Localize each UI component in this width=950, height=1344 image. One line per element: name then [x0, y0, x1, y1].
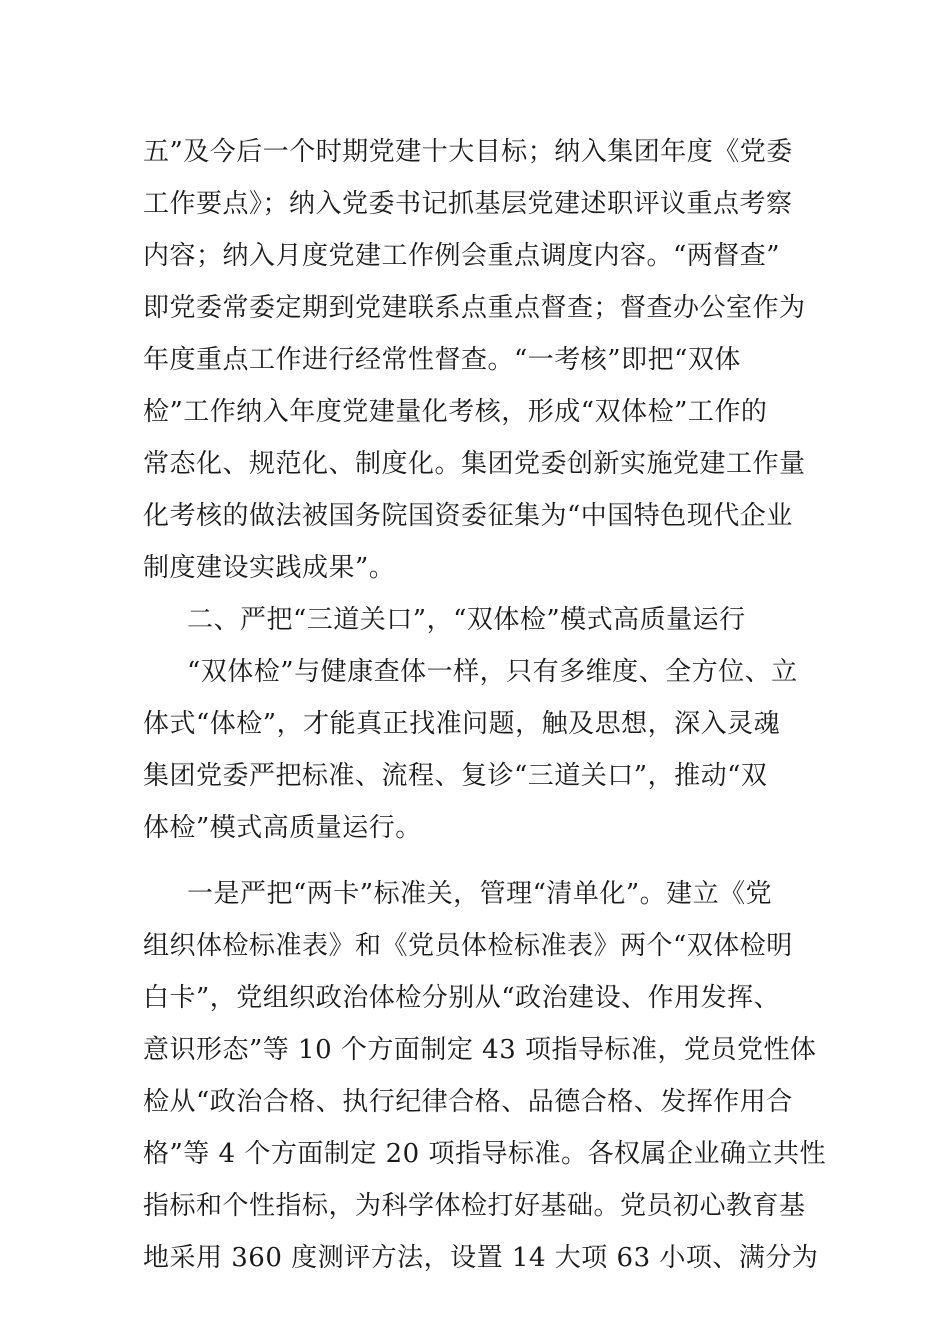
paragraph-line: “双体检”与健康查体一样，只有多维度、全方位、立: [187, 657, 798, 687]
paragraph-line: 指标和个性指标，为科学体检打好基础。党员初心教育基: [143, 1191, 806, 1221]
paragraph-line: 检从“政治合格、执行纪律合格、品德合格、发挥作用合: [143, 1087, 793, 1117]
paragraph-line: 一是严把“两卡”标准关，管理“清单化”。建立《党: [187, 879, 773, 909]
paragraph-line: 地采用 360 度测评方法，设置 14 大项 63 小项、满分为: [143, 1243, 819, 1273]
paragraph-line: 内容；纳入月度党建工作例会重点调度内容。“两督查”: [143, 241, 781, 271]
paragraph-line: 即党委常委定期到党建联系点重点督查；督查办公室作为: [143, 293, 806, 323]
paragraph-line: 化考核的做法被国务院国资委征集为“中国特色现代企业: [143, 501, 793, 531]
paragraph-line: 白卡”，党组织政治体检分别从“政治建设、作用发挥、: [143, 983, 781, 1013]
paragraph-line: 年度重点工作进行经常性督查。“一考核”即把“双体: [143, 345, 741, 375]
paragraph-line: 常态化、规范化、制度化。集团党委创新实施党建工作量: [143, 449, 806, 479]
paragraph-line: 制度建设实践成果”。: [143, 553, 396, 583]
paragraph-line: 工作要点》；纳入党委书记抓基层党建述职评议重点考察: [143, 189, 793, 219]
paragraph-line: 格”等 4 个方面制定 20 项指导标准。各权属企业确立共性: [143, 1139, 826, 1169]
document-body: [143, 126, 826, 1284]
paragraph-line: 体式“体检”，才能真正找准问题，触及思想，深入灵魂: [143, 709, 781, 739]
paragraph-line: 体检”模式高质量运行。: [143, 813, 422, 843]
paragraph-line: 集团党委严把标准、流程、复诊“三道关口”，推动“双: [143, 761, 768, 791]
paragraph-gap: [143, 854, 813, 868]
paragraph-line: 检”工作纳入年度党建量化考核，形成“双体检”工作的: [143, 397, 768, 427]
paragraph-line: 五”及今后一个时期党建十大目标；纳入集团年度《党委: [143, 137, 793, 167]
paragraph-line: 组织体检标准表》和《党员体检标准表》两个“双体检明: [143, 931, 793, 961]
paragraph-line: 意识形态”等 10 个方面制定 43 项指导标准，党员党性体: [143, 1035, 817, 1065]
section-heading: 二、严把“三道关口”，“双体检”模式高质量运行: [187, 605, 746, 635]
